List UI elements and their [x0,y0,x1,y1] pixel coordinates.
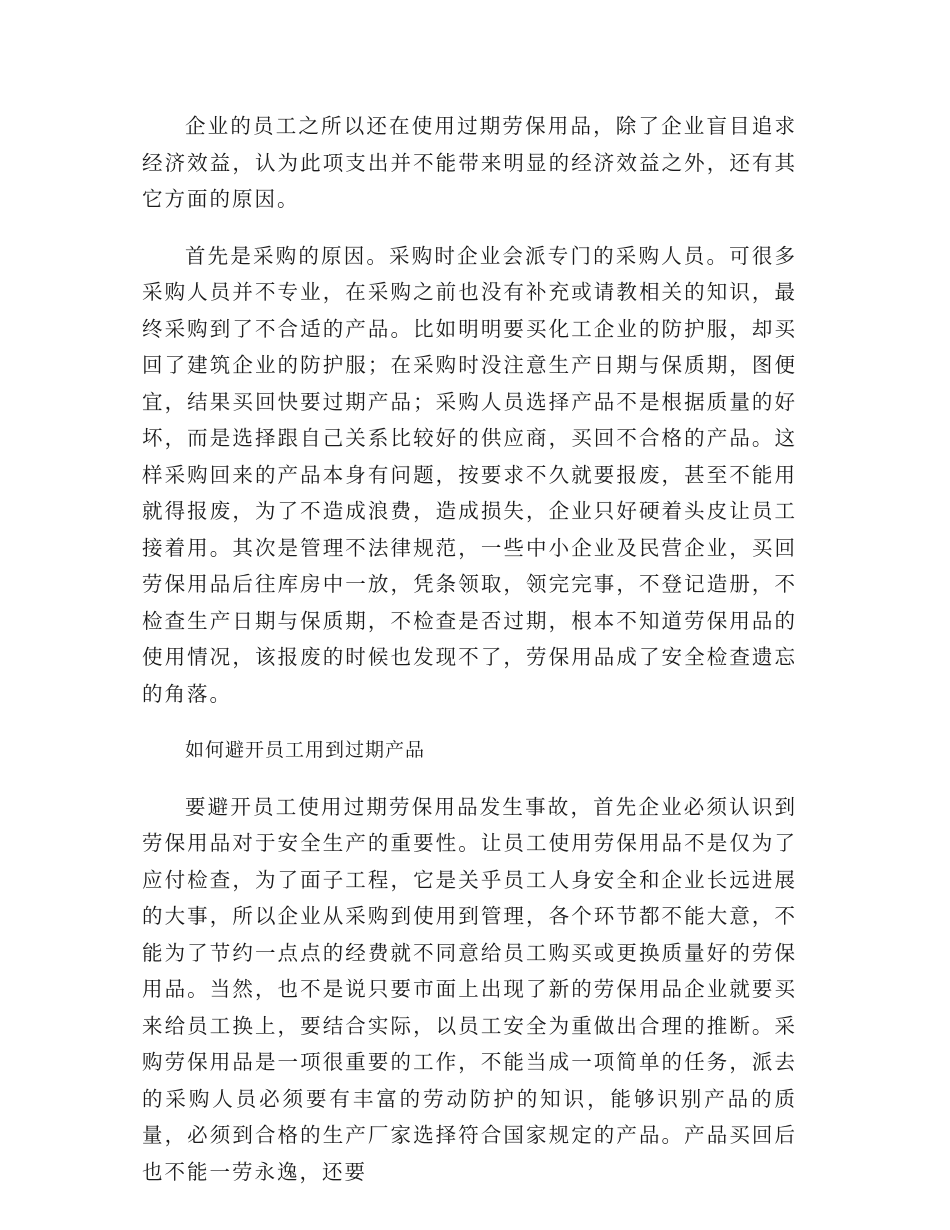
paragraph-procurement-reasons: 首先是采购的原因。采购时企业会派专门的采购人员。可很多采购人员并不专业，在采购之前也没有补充或请教相关的知识，最终采购到了不合适的产品。比如明明要买化工企业的防护服，却买回了建筑企业的防护服；在采购时没注意生产日期与保质期，图便宜，结果买回快要过期产品；采购人员选择产品不是根据质量的好坏，而是选择跟自己关系比较好的供应商，买回不合格的产品。这样采购回来的产品本身有问题，按要求不久就要报废，甚至不能用就得报废，为了不造成浪费，造成损失，企业只好硬着头皮让员工接着用。其次是管理不法律规范，一些中小企业及民营企业，买回劳保用品后往库房中一放，凭条领取，领完完事，不登记造册，不检查生产日期与保质期，不检查是否过期，根本不知道劳保用品的使用情况，该报废的时候也发现不了，劳保用品成了安全检查遗忘的角落。 [142,243,797,706]
document-page [142,108,797,1210]
section-heading: 如何避开员工用到过期产品 [185,739,426,761]
paragraph-avoidance-measures: 要避开员工使用过期劳保用品发生事故，首先企业必须认识到劳保用品对于安全生产的重要性。让员工使用劳保用品不是仅为了应付检查，为了面子工程，它是关乎员工人身安全和企业长远进展的大事，所以企业从采购到使用到管理，各个环节都不能大意，不能为了节约一点点的经费就不同意给员工购买或更换质量好的劳保用品。当然，也不是说只要市面上出现了新的劳保用品企业就要买来给员工换上，要结合实际，以员工安全为重做出合理的推断。采购劳保用品是一项很重要的工作，不能当成一项简单的任务，派去的采购人员必须要有丰富的劳动防护的知识，能够识别产品的质量，必须到合格的生产厂家选择符合国家规定的产品。产品买回后也不能一劳永逸，还要 [142,794,797,1184]
paragraph-intro: 企业的员工之所以还在使用过期劳保用品，除了企业盲目追求经济效益，认为此项支出并不能带来明显的经济效益之外，还有其它方面的原因。 [142,114,797,211]
